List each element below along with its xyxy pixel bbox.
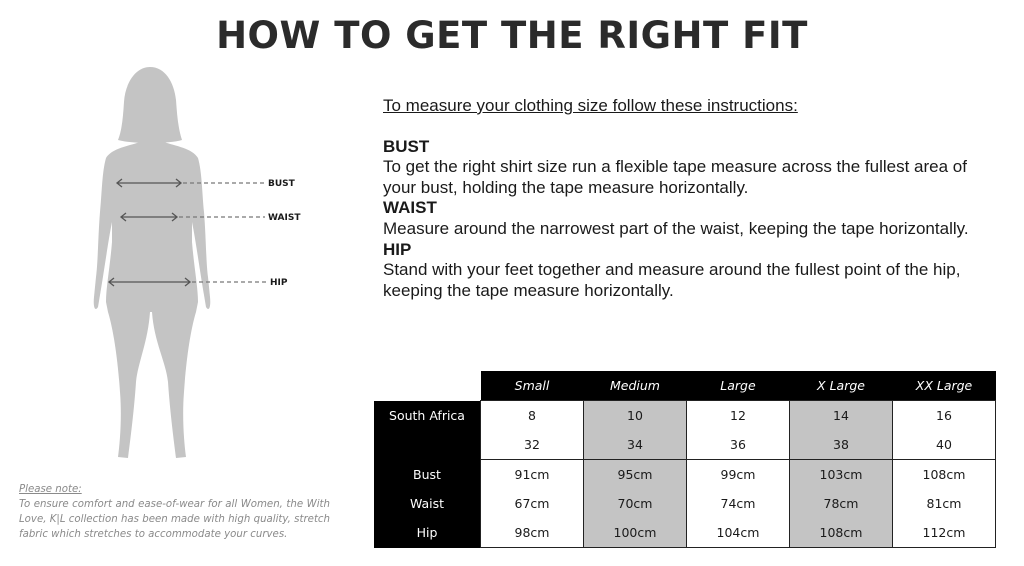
table-cell: 104cm — [687, 518, 790, 548]
table-cell: 10 — [584, 401, 687, 431]
instructions-intro: To measure your clothing size follow these instructions: — [383, 96, 798, 115]
hip-heading: HIP — [383, 239, 412, 259]
note-text: To ensure comfort and ease-of-wear for all Women, the With Love, K|L collection has been made with high quality, stretch fabric which stretches to accommodate your curves. — [19, 499, 330, 540]
table-cell: 108cm — [893, 460, 996, 490]
table-row — [374, 460, 996, 490]
table-cell: 112cm — [893, 518, 996, 548]
table-cell: 98cm — [481, 518, 584, 548]
label-hip: HIP — [270, 278, 288, 288]
col-large: Large — [687, 371, 790, 401]
table-row — [374, 401, 996, 431]
bust-text: To get the right shirt size run a flexible tape measure across the fullest area of your bust, holding the tape measure horizontally. — [383, 157, 967, 197]
table-cell: 81cm — [893, 489, 996, 518]
label-waist: WAIST — [268, 213, 301, 223]
table-cell: 91cm — [481, 460, 584, 490]
table-row — [374, 430, 996, 460]
table-cell: 99cm — [687, 460, 790, 490]
table-cell: 67cm — [481, 489, 584, 518]
bust-heading: BUST — [383, 136, 430, 156]
table-cell: 100cm — [584, 518, 687, 548]
row-label: Waist — [374, 489, 481, 518]
waist-text: Measure around the narrowest part of the waist, keeping the tape horizontally. — [383, 218, 969, 238]
table-cell: 12 — [687, 401, 790, 431]
table-header-row — [374, 371, 996, 401]
label-bust: BUST — [268, 179, 295, 189]
col-medium: Medium — [584, 371, 687, 401]
silhouette-icon — [94, 67, 211, 458]
hip-text: Stand with your feet together and measure around the fullest point of the hip, keeping the tape measure horizontally. — [383, 260, 961, 300]
table-cell: 38 — [790, 430, 893, 460]
waist-heading: WAIST — [383, 198, 437, 218]
table-row — [374, 489, 996, 518]
table-cell: 108cm — [790, 518, 893, 548]
table-cell: 14 — [790, 401, 893, 431]
row-label: Bust — [374, 460, 481, 490]
col-xx-large: XX Large — [893, 371, 996, 401]
table-cell: 36 — [687, 430, 790, 460]
table-cell: 95cm — [584, 460, 687, 490]
row-label — [374, 430, 481, 460]
row-label: South Africa — [374, 401, 481, 431]
table-cell: 78cm — [790, 489, 893, 518]
table-cell: 34 — [584, 430, 687, 460]
note-heading: Please note: — [19, 484, 82, 495]
col-x-large: X Large — [790, 371, 893, 401]
table-cell: 8 — [481, 401, 584, 431]
page-title: HOW TO GET THE RIGHT FIT — [216, 14, 808, 57]
size-chart-table — [374, 371, 996, 548]
measurement-instructions — [383, 96, 983, 301]
table-cell: 103cm — [790, 460, 893, 490]
body-measurement-figure — [80, 62, 320, 467]
table-cell: 74cm — [687, 489, 790, 518]
table-cell: 40 — [893, 430, 996, 460]
col-small: Small — [481, 371, 584, 401]
row-label: Hip — [374, 518, 481, 548]
table-cell: 70cm — [584, 489, 687, 518]
table-cell: 16 — [893, 401, 996, 431]
table-cell: 32 — [481, 430, 584, 460]
please-note — [19, 482, 330, 542]
table-row — [374, 518, 996, 548]
